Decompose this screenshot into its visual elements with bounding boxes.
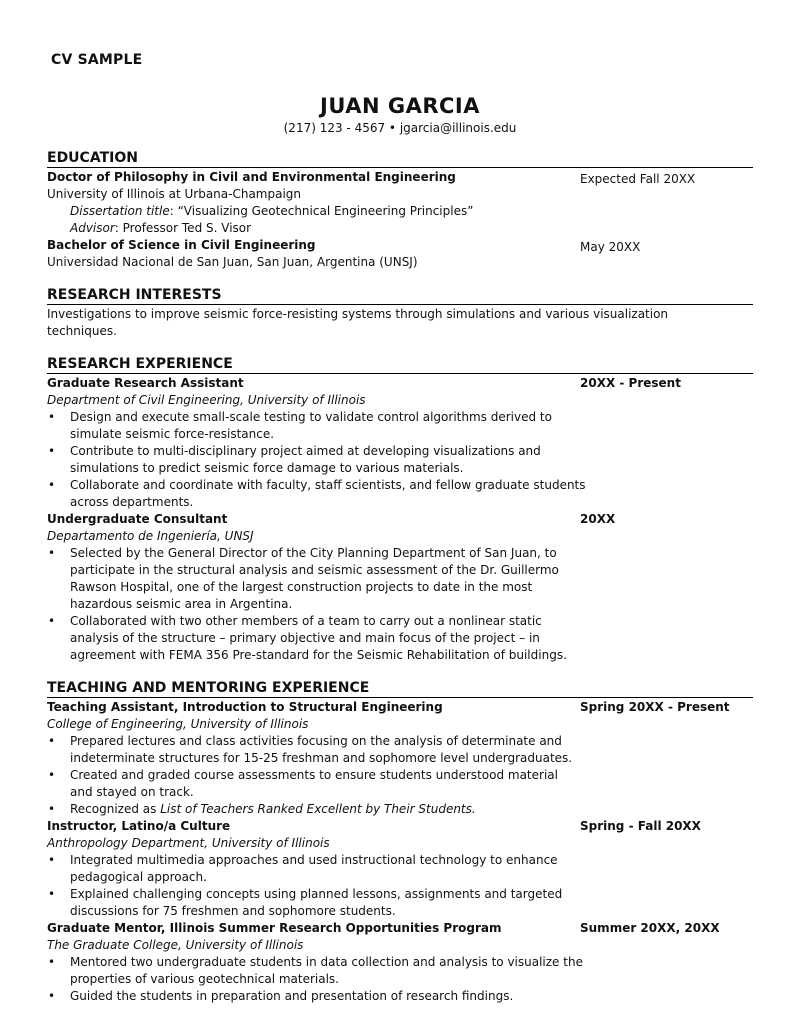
role: Teaching Assistant, Introduction to Structural Engineering (47, 700, 443, 714)
experience-entry (47, 511, 753, 664)
section-education (47, 150, 753, 271)
dissertation (47, 203, 753, 220)
degree: Doctor of Philosophy in Civil and Environmental Engineering (47, 170, 456, 184)
organization: Anthropology Department, University of Illinois (47, 836, 330, 850)
section-title: RESEARCH INTERESTS (47, 287, 753, 305)
education-entry (47, 169, 753, 237)
bullet-item: • Selected by the General Director of the City Planning Department of San Juan, to participate in the structural analysis and seismic assessment of the Dr. Guillermo Rawson Hospital, one of the largest construction projects to date in the most hazardous seismic area in Argentina. (47, 545, 580, 613)
bullet-item: • Prepared lectures and class activities focusing on the analysis of determinate and indeterminate structures for 15-25 freshman and sophomore level undergraduates. (47, 733, 580, 767)
role: Graduate Research Assistant (47, 376, 244, 390)
organization: Department of Civil Engineering, University of Illinois (47, 393, 366, 407)
entry-date: Expected Fall 20XX (580, 172, 696, 186)
bullet-list (47, 409, 586, 511)
entry-date: Summer 20XX, 20XX (580, 921, 720, 935)
role: Undergraduate Consultant (47, 512, 228, 526)
bullet-item: • Integrated multimedia approaches and used instructional technology to enhance pedagogical approach. (47, 852, 580, 886)
organization: The Graduate College, University of Illinois (47, 938, 304, 952)
section-teaching (47, 680, 753, 1005)
section-title: TEACHING AND MENTORING EXPERIENCE (47, 680, 753, 698)
cv-body (47, 150, 753, 1005)
candidate-name: JUAN GARCIA (320, 94, 480, 118)
organization: College of Engineering, University of Illinois (47, 717, 309, 731)
role: Graduate Mentor, Illinois Summer Research Opportunities Program (47, 921, 502, 935)
entry-date: May 20XX (580, 240, 641, 254)
section-title: EDUCATION (47, 150, 753, 168)
recognized-prefix: Recognized as (70, 802, 161, 816)
school: Universidad Nacional de San Juan, San Juan, Argentina (UNSJ) (47, 255, 418, 269)
entry-date: Spring 20XX - Present (580, 700, 730, 714)
section-research-interests (47, 287, 753, 340)
experience-entry (47, 818, 753, 920)
research-interests-text: Investigations to improve seismic force-resisting systems through simulations and various visualization techniques. (47, 307, 669, 338)
advisor (47, 220, 753, 237)
bullet-list (47, 852, 580, 920)
bullet-item (47, 801, 580, 818)
entry-date: Spring - Fall 20XX (580, 819, 701, 833)
bullet-item: • Collaborated with two other members of a team to carry out a nonlinear static analysis of the structure – primary objective and main focus of the project – in agreement with FEMA 356 Pre-standard for the Seismic Rehabilitation of buildings. (47, 613, 580, 664)
bullet-item: • Created and graded course assessments to ensure students understood material and stayed on track. (47, 767, 580, 801)
bullet-list (47, 954, 583, 1005)
contact-line: (217) 123 - 4567 • jgarcia@illinois.edu (283, 121, 517, 135)
advisor-label: Advisor (70, 221, 115, 235)
role: Instructor, Latino/a Culture (47, 819, 231, 833)
dissertation-title: : “Visualizing Geotechnical Engineering Principles” (169, 204, 474, 218)
bullet-list (47, 733, 580, 818)
experience-entry (47, 375, 753, 511)
page-label: CV SAMPLE (51, 52, 143, 68)
entry-date: 20XX (580, 512, 616, 526)
bullet-item: • Mentored two undergraduate students in data collection and analysis to visualize the properties of various geotechnical materials. (47, 954, 603, 988)
organization: Departamento de Ingeniería, UNSJ (47, 529, 254, 543)
bullet-item: • Design and execute small-scale testing to validate control algorithms derived to simulate seismic force-resistance. (47, 409, 580, 443)
section-research-experience (47, 356, 753, 664)
degree: Bachelor of Science in Civil Engineering (47, 238, 316, 252)
experience-entry (47, 699, 753, 818)
advisor-name: : Professor Ted S. Visor (114, 221, 252, 235)
bullet-item: • Contribute to multi-disciplinary project aimed at developing visualizations and simulations to predict seismic force damage to various materials. (47, 443, 580, 477)
bullet-item: • Collaborate and coordinate with faculty, staff scientists, and fellow graduate students across departments. (47, 477, 615, 511)
education-entry (47, 237, 753, 271)
experience-entry (47, 920, 753, 1005)
entry-date: 20XX - Present (580, 376, 681, 390)
bullet-item: • Guided the students in preparation and presentation of research findings. (47, 988, 580, 1005)
bullet-list (47, 545, 580, 664)
recognized-award: List of Teachers Ranked Excellent by Their Students. (160, 802, 476, 816)
school: University of Illinois at Urbana-Champaign (47, 187, 302, 201)
dissertation-label: Dissertation title (70, 204, 170, 218)
bullet-item: • Explained challenging concepts using planned lessons, assignments and targeted discussions for 75 freshmen and sophomore students. (47, 886, 580, 920)
section-title: RESEARCH EXPERIENCE (47, 356, 753, 374)
